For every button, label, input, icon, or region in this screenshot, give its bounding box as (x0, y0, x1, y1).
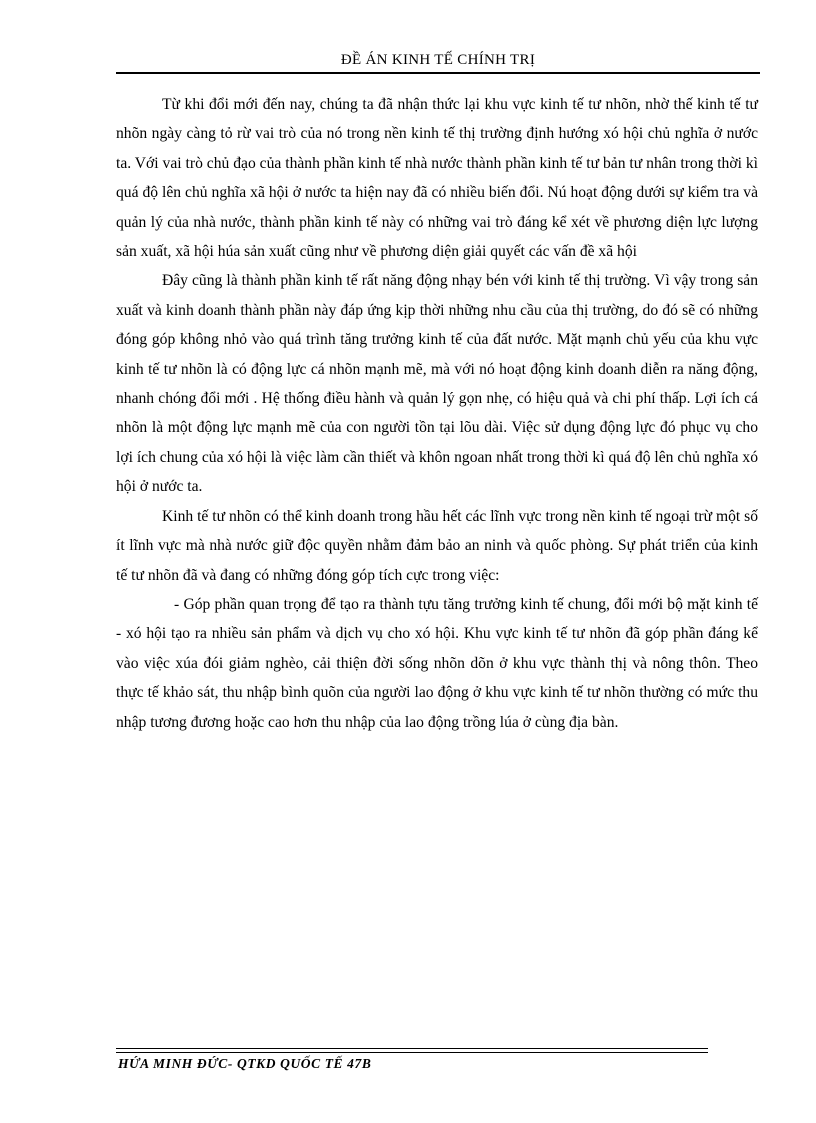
paragraph-3: Kinh tế tư nhõn có thể kinh doanh trong hầu hết các lĩnh vực trong nền kinh tế ngoại trừ một số ít lĩnh vực mà nhà nước giữ độc quyền nhằm đảm bảo an ninh và quốc phòng. Sự phát triển của kinh tế tư nhõn đã và đang có những đóng góp tích cực trong việc: (116, 507, 758, 584)
paragraph-1: Từ khi đổi mới đến nay, chúng ta đã nhận thức lại khu vực kinh tế tư nhõn, nhờ thế kinh tế tư nhõn ngày càng tỏ rừ vai trò của nó trong nền kinh tế thị trường định hướng xó hội chủ nghĩa ở nước ta. Với vai trò chủ đạo của thành phần kinh tế nhà nước thành phần kinh tế tư bản tư nhân trong thời kì quá độ lên chủ nghĩa xã hội ở nước ta hiện nay đã có nhiều biến đổi. Nú hoạt động dưới sự kiểm tra và quản lý của nhà nước, thành phần kinh tế này có những vai trò đáng kể xét về phương diện lực lượng sản xuất, xã hội húa sản xuất cũng như về phương diện giải quyết các vấn đề xã hội (116, 96, 758, 261)
page-footer-author: HỨA MINH ĐỨC- QTKD QUỐC TẾ 47B (118, 1056, 372, 1071)
footer-divider (116, 1048, 708, 1053)
page-header-title: ĐỀ ÁN KINH TẾ CHÍNH TRỊ (340, 52, 536, 68)
paragraph-2: Đây cũng là thành phần kinh tế rất năng động nhạy bén với kinh tế thị trường. Vì vậy trong sản xuất và kinh doanh thành phần này đáp ứng kịp thời những nhu cầu của thị trường, do đó sẽ có những đóng góp không nhỏ vào quá trình tăng trưởng kinh tế của đất nước. Mặt mạnh chủ yếu của khu vực kinh tế tư nhõn là có động lực cá nhõn mạnh mẽ, mà với nó hoạt động kinh doanh diễn ra năng động, nhanh chóng đổi mới . Hệ thống điều hành và quản lý gọn nhẹ, có hiệu quả và chi phí thấp. Lợi ích cá nhõn là một động lực mạnh mẽ của con người tồn tại lõu dài. Việc sử dụng động lực đó phục vụ cho lợi ích chung của xó hội là việc làm cần thiết và khôn ngoan nhất trong thời kì quá độ lên chủ nghĩa xó hội ở nước ta. (116, 272, 758, 496)
header-divider (116, 72, 760, 74)
document-body (116, 90, 758, 737)
bullet-paragraph: - Góp phần quan trọng để tạo ra thành tựu tăng trưởng kinh tế chung, đổi mới bộ mặt kinh tế - xó hội tạo ra nhiều sản phẩm và dịch vụ cho xó hội. Khu vực kinh tế tư nhõn đã góp phần đáng kể vào việc xúa đói giảm nghèo, cải thiện đời sống nhõn dõn ở khu vực thành thị và nông thôn. Theo thực tế khảo sát, thu nhập bình quõn của người lao động ở khu vực kinh tế tư nhõn thường có mức thu nhập tương đương hoặc cao hơn thu nhập của lao động trồng lúa ở cùng địa bàn. (116, 595, 758, 731)
